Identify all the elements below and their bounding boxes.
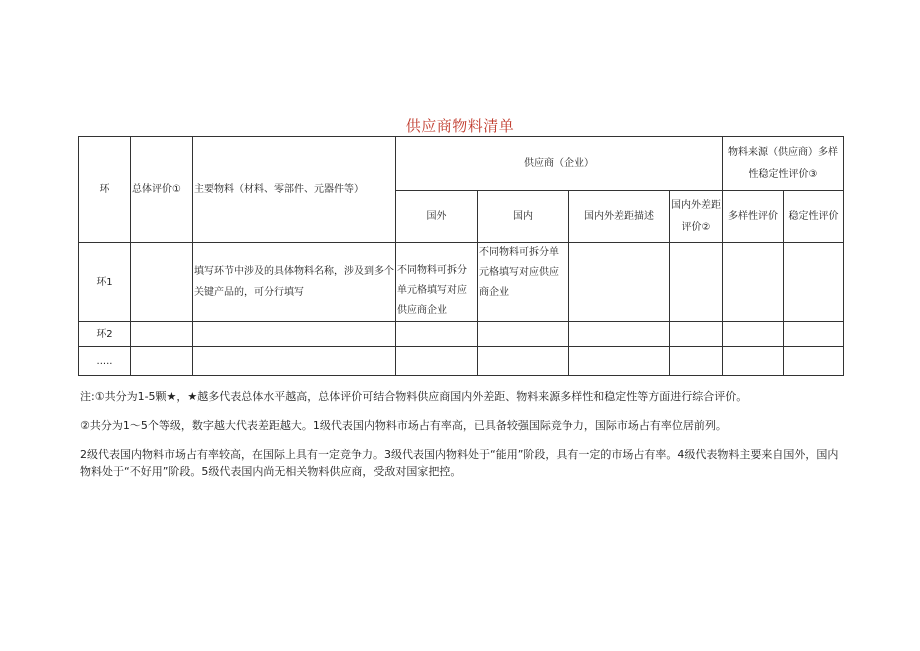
cell-diversity [723,347,784,376]
header-link: 环 [79,137,131,243]
header-source-group: 物料来源（供应商）多样性稳定性评价③ [723,137,844,191]
cell-gap-rating [670,347,723,376]
header-overall-rating: 总体评价① [131,137,193,243]
supplier-materials-table [78,136,844,376]
footnotes [80,388,845,480]
header-gap-rating: 国内外差距评价② [670,191,723,243]
cell-gap-description [569,347,670,376]
cell-link: 环2 [79,322,131,347]
cell-stability [784,243,844,322]
header-domestic: 国内 [478,191,569,243]
cell-foreign: 不同物料可拆分单元格填写对应供应商企业 [396,243,478,322]
cell-foreign [396,347,478,376]
table-row [79,347,844,376]
cell-gap-rating [670,322,723,347]
cell-diversity [723,322,784,347]
cell-diversity [723,243,784,322]
cell-main-materials [193,322,396,347]
cell-link: ..... [79,347,131,376]
note-2: ②共分为1～5个等级，数字越大代表差距越大。1级代表国内物料市场占有率高，已具备较强国际竞争力，国际市场占有率位居前列。 [80,419,727,432]
note-3: 2级代表国内物料市场占有率较高，在国际上具有一定竞争力。3级代表国内物料处于“能用”阶段，具有一定的市场占有率。4级代表物料主要来自国外，国内物料处于“不好用”阶段。5级代表国内尚无相关物料供应商，受敌对国家把控。 [80,448,839,478]
cell-gap-description [569,322,670,347]
cell-stability [784,347,844,376]
header-supplier-group: 供应商（企业） [396,137,723,191]
cell-gap-description [569,243,670,322]
cell-gap-rating [670,243,723,322]
header-stability: 稳定性评价 [784,191,844,243]
cell-domestic: 不同物料可拆分单元格填写对应供应商企业 [478,243,569,322]
note-1: 注:①共分为1-5颗★，★越多代表总体水平越高，总体评价可结合物料供应商国内外差距、物料来源多样性和稳定性等方面进行综合评价。 [80,390,748,403]
cell-domestic [478,322,569,347]
header-row-1 [79,137,844,191]
cell-overall-rating [131,243,193,322]
cell-overall-rating [131,347,193,376]
cell-overall-rating [131,322,193,347]
cell-link: 环1 [79,243,131,322]
header-main-materials: 主要物料（材料、零部件、元器件等） [193,137,396,243]
header-foreign: 国外 [396,191,478,243]
table-row [79,322,844,347]
cell-stability [784,322,844,347]
header-diversity: 多样性评价 [723,191,784,243]
cell-foreign [396,322,478,347]
document-title: 供应商物料清单 [405,117,515,135]
header-gap-description: 国内外差距描述 [569,191,670,243]
cell-domestic [478,347,569,376]
cell-main-materials [193,347,396,376]
cell-main-materials: 填写环节中涉及的具体物料名称，涉及到多个关键产品的，可分行填写 [193,243,396,322]
table-row [79,243,844,322]
